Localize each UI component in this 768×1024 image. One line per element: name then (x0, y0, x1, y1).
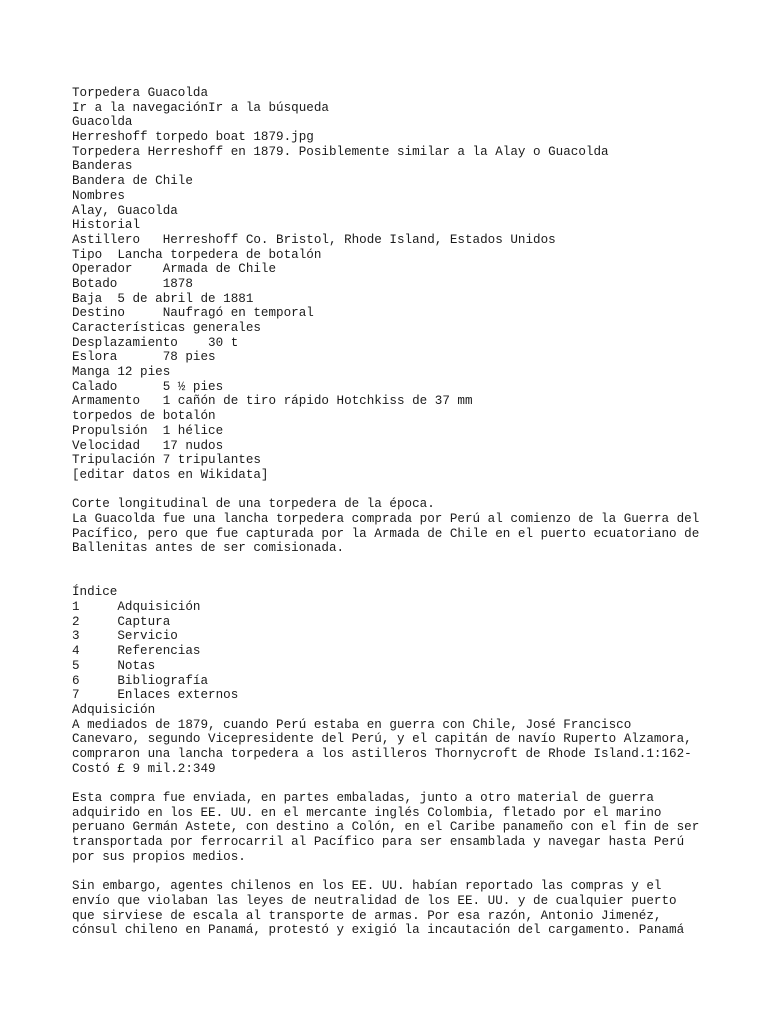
paragraph-line: compraron una lancha torpedera a los astilleros Thornycroft de Rhode Island.1:162- (72, 746, 692, 761)
skip-links[interactable]: Ir a la navegaciónIr a la búsqueda (72, 100, 329, 115)
infobox-row-draft: Calado 5 ½ pies (72, 379, 224, 394)
paragraph-line: adquirido en los EE. UU. en el mercante inglés Colombia, fletado por el marino (72, 805, 662, 820)
spacer (72, 864, 712, 879)
infobox-heading-history: Historial (72, 218, 141, 233)
infobox-row-beam: Manga 12 pies (72, 365, 171, 380)
infobox-row-armament-cont: torpedos de botalón (72, 409, 216, 424)
infobox-block (72, 86, 712, 483)
table-of-contents (72, 585, 712, 703)
intro-block (72, 497, 712, 556)
paragraph-line: envío que violaban las leyes de neutralidad de los EE. UU. y de cualquier puerto (72, 893, 677, 908)
infobox-name: Guacolda (72, 115, 133, 130)
intro-text-line: La Guacolda fue una lancha torpedera comprada por Perú al comienzo de la Guerra del (72, 511, 700, 526)
paragraph-line: peruano Germán Astete, con destino a Colón, en el Caribe panameño con el fin de ser (72, 820, 700, 835)
intro-text-line: Pacífico, pero que fue capturada por la Armada de Chile en el puerto ecuatoriano de (72, 526, 700, 541)
infobox-row-operator: Operador Armada de Chile (72, 262, 277, 277)
infobox-row-shipyard: Astillero Herreshoff Co. Bristol, Rhode Island, Estados Unidos (72, 232, 556, 247)
paragraph-line: Esta compra fue enviada, en partes embaladas, junto a otro material de guerra (72, 791, 654, 806)
spacer (72, 556, 712, 585)
figure-caption: Corte longitudinal de una torpedera de la época. (72, 497, 435, 512)
infobox-row-launched: Botado 1878 (72, 276, 193, 291)
toc-item-enlaces-externos[interactable]: 7 Enlaces externos (72, 688, 239, 703)
paragraph-2 (72, 791, 712, 864)
names-value: Alay, Guacolda (72, 203, 178, 218)
paragraph-line: transportada por ferrocarril al Pacífico para ser ensamblada y navegar hasta Perú (72, 835, 685, 850)
infobox-row-speed: Velocidad 17 nudos (72, 438, 224, 453)
infobox-row-type: Tipo Lancha torpedera de botalón (72, 247, 322, 262)
document-page (72, 86, 712, 938)
toc-item-servicio[interactable]: 3 Servicio (72, 629, 178, 644)
page-title: Torpedera Guacolda (72, 86, 209, 100)
infobox-row-propulsion: Propulsión 1 hélice (72, 423, 224, 438)
infobox-row-crew: Tripulación 7 tripulantes (72, 453, 261, 468)
flag-label: Bandera de Chile (72, 174, 193, 189)
paragraph-line: Canevaro, segundo Vicepresidente del Perú, y el capitán de navío Ruperto Alzamora, (72, 732, 692, 747)
toc-item-notas[interactable]: 5 Notas (72, 658, 156, 673)
intro-text-line: Ballenitas antes de ser comisionada. (72, 541, 345, 556)
infobox-row-fate: Destino Naufragó en temporal (72, 306, 314, 321)
infobox-heading-characteristics: Características generales (72, 321, 261, 335)
infobox-row-decommissioned: Baja 5 de abril de 1881 (72, 291, 254, 306)
infobox-row-armament: Armamento 1 cañón de tiro rápido Hotchkiss de 37 mm (72, 394, 473, 409)
spacer (72, 776, 712, 791)
paragraph-line: Sin embargo, agentes chilenos en los EE. UU. habían reportado las compras y el (72, 879, 662, 894)
section-heading: Adquisición (72, 702, 156, 717)
image-caption: Torpedera Herreshoff en 1879. Posiblemente similar a la Alay o Guacolda (72, 144, 609, 159)
paragraph-line: Costó £ 9 mil.2:349 (72, 761, 216, 776)
toc-item-captura[interactable]: 2 Captura (72, 614, 171, 629)
paragraph-line: que sirviese de escala al transporte de armas. Por esa razón, Antonio Jimenéz, (72, 908, 662, 923)
paragraph-line: por sus propios medios. (72, 849, 246, 864)
spacer (72, 483, 712, 498)
paragraph-3 (72, 879, 712, 938)
infobox-heading-names: Nombres (72, 188, 125, 203)
paragraph-1 (72, 718, 712, 777)
infobox-heading-flags: Banderas (72, 159, 133, 174)
toc-title: Índice (72, 585, 118, 600)
paragraph-line: A mediados de 1879, cuando Perú estaba en guerra con Chile, José Francisco (72, 717, 632, 732)
infobox-row-length: Eslora 78 pies (72, 350, 216, 365)
image-filename-link[interactable]: Herreshoff torpedo boat 1879.jpg (72, 130, 314, 145)
paragraph-line: cónsul chileno en Panamá, protestó y exigió la incautación del cargamento. Panamá (72, 923, 685, 938)
toc-item-bibliografia[interactable]: 6 Bibliografía (72, 673, 209, 688)
edit-wikidata-link[interactable]: [editar datos en Wikidata] (72, 467, 269, 482)
toc-item-referencias[interactable]: 4 Referencias (72, 644, 201, 659)
infobox-row-displacement: Desplazamiento 30 t (72, 335, 239, 350)
toc-item-adquisicion[interactable]: 1 Adquisición (72, 600, 201, 615)
